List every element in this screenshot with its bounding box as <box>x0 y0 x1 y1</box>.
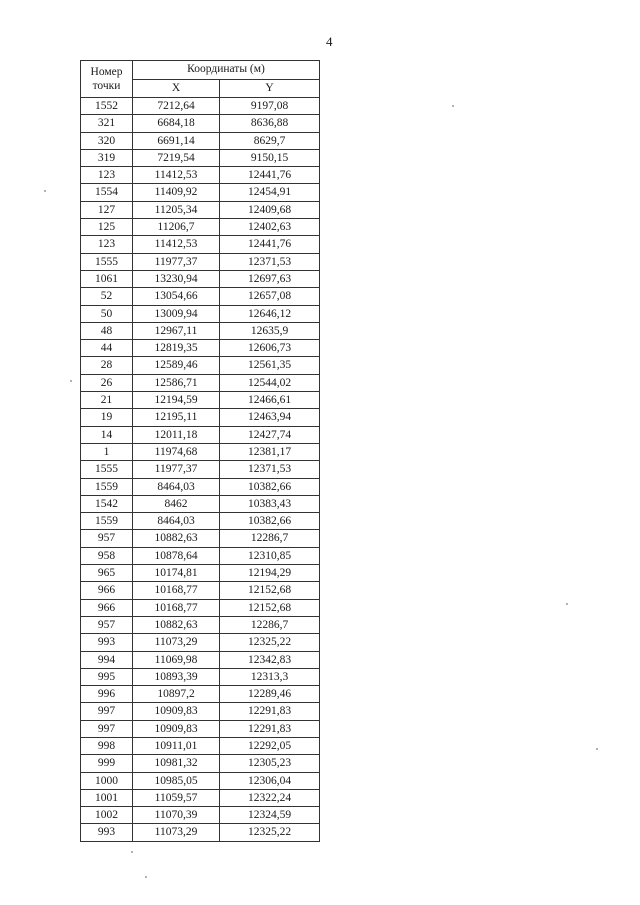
table-row <box>81 288 320 305</box>
x-cell: 13009,94 <box>133 305 220 322</box>
y-header: Y <box>220 79 320 98</box>
table-row <box>81 149 320 166</box>
point-number-cell: 993 <box>81 634 133 651</box>
y-cell: 10382,66 <box>220 478 320 495</box>
x-cell: 8464,03 <box>133 513 220 530</box>
table-row <box>81 807 320 824</box>
point-number-header: Номер точки <box>81 61 133 98</box>
y-cell: 8629,7 <box>220 132 320 149</box>
point-number-cell: 1002 <box>81 807 133 824</box>
point-number-cell: 1542 <box>81 495 133 512</box>
x-cell: 12195,11 <box>133 409 220 426</box>
table-row <box>81 755 320 772</box>
x-cell: 11069,98 <box>133 651 220 668</box>
y-cell: 12657,08 <box>220 288 320 305</box>
point-number-cell: 319 <box>81 149 133 166</box>
x-cell: 10909,83 <box>133 720 220 737</box>
y-cell: 12441,76 <box>220 167 320 184</box>
table-row <box>81 392 320 409</box>
point-number-cell: 1000 <box>81 772 133 789</box>
scan-speck <box>452 105 454 107</box>
point-number-cell: 26 <box>81 374 133 391</box>
table-row <box>81 513 320 530</box>
table-row <box>81 703 320 720</box>
x-cell: 12819,35 <box>133 340 220 357</box>
point-number-cell: 125 <box>81 219 133 236</box>
table-row <box>81 737 320 754</box>
point-number-cell: 995 <box>81 668 133 685</box>
y-cell: 12324,59 <box>220 807 320 824</box>
x-cell: 11412,53 <box>133 236 220 253</box>
scan-speck <box>44 190 46 192</box>
table-row <box>81 461 320 478</box>
point-number-cell: 52 <box>81 288 133 305</box>
point-number-cell: 999 <box>81 755 133 772</box>
y-cell: 12194,29 <box>220 565 320 582</box>
x-cell: 10882,63 <box>133 530 220 547</box>
y-cell: 12454,91 <box>220 184 320 201</box>
table-row <box>81 668 320 685</box>
table-row <box>81 322 320 339</box>
x-cell: 6691,14 <box>133 132 220 149</box>
table-row <box>81 789 320 806</box>
x-cell: 12194,59 <box>133 392 220 409</box>
y-cell: 10383,43 <box>220 495 320 512</box>
point-number-cell: 957 <box>81 616 133 633</box>
point-number-cell: 997 <box>81 703 133 720</box>
point-number-cell: 1555 <box>81 253 133 270</box>
table-row <box>81 270 320 287</box>
coordinates-header: Координаты (м) <box>133 61 320 80</box>
point-number-cell: 50 <box>81 305 133 322</box>
point-number-cell: 21 <box>81 392 133 409</box>
point-number-cell: 996 <box>81 686 133 703</box>
y-cell: 12402,63 <box>220 219 320 236</box>
y-cell: 12463,94 <box>220 409 320 426</box>
x-cell: 10893,39 <box>133 668 220 685</box>
point-number-cell: 1552 <box>81 98 133 115</box>
table-row <box>81 616 320 633</box>
table-row <box>81 426 320 443</box>
table-row <box>81 253 320 270</box>
x-cell: 11073,29 <box>133 634 220 651</box>
x-cell: 10174,81 <box>133 565 220 582</box>
point-number-cell: 123 <box>81 167 133 184</box>
x-header: X <box>133 79 220 98</box>
table-row <box>81 374 320 391</box>
scan-speck <box>145 876 147 878</box>
x-cell: 11059,57 <box>133 789 220 806</box>
table-row <box>81 340 320 357</box>
y-cell: 12697,63 <box>220 270 320 287</box>
point-number-cell: 127 <box>81 201 133 218</box>
scan-speck <box>596 748 598 750</box>
table-row <box>81 184 320 201</box>
x-cell: 11205,34 <box>133 201 220 218</box>
point-number-cell: 1061 <box>81 270 133 287</box>
y-cell: 12152,68 <box>220 582 320 599</box>
y-cell: 12313,3 <box>220 668 320 685</box>
x-cell: 8464,03 <box>133 478 220 495</box>
coordinates-table <box>80 60 320 842</box>
table-row <box>81 565 320 582</box>
x-cell: 11070,39 <box>133 807 220 824</box>
x-cell: 12589,46 <box>133 357 220 374</box>
point-number-cell: 957 <box>81 530 133 547</box>
table-row <box>81 409 320 426</box>
table-row <box>81 824 320 841</box>
table-row <box>81 132 320 149</box>
point-number-cell: 320 <box>81 132 133 149</box>
x-cell: 8462 <box>133 495 220 512</box>
y-cell: 12606,73 <box>220 340 320 357</box>
point-number-cell: 994 <box>81 651 133 668</box>
point-number-cell: 998 <box>81 737 133 754</box>
page-number: 4 <box>326 34 333 49</box>
x-cell: 10882,63 <box>133 616 220 633</box>
x-cell: 10911,01 <box>133 737 220 754</box>
y-cell: 12325,22 <box>220 824 320 841</box>
table-row <box>81 236 320 253</box>
table-row <box>81 495 320 512</box>
point-number-cell: 993 <box>81 824 133 841</box>
x-cell: 13054,66 <box>133 288 220 305</box>
x-cell: 10168,77 <box>133 582 220 599</box>
x-cell: 6684,18 <box>133 115 220 132</box>
point-number-cell: 123 <box>81 236 133 253</box>
y-cell: 12371,53 <box>220 461 320 478</box>
y-cell: 12289,46 <box>220 686 320 703</box>
table-row <box>81 772 320 789</box>
y-cell: 12409,68 <box>220 201 320 218</box>
table-row <box>81 686 320 703</box>
point-number-cell: 1559 <box>81 513 133 530</box>
point-number-cell: 48 <box>81 322 133 339</box>
y-cell: 9150,15 <box>220 149 320 166</box>
x-cell: 10897,2 <box>133 686 220 703</box>
point-number-cell: 965 <box>81 565 133 582</box>
y-cell: 12646,12 <box>220 305 320 322</box>
table-row <box>81 599 320 616</box>
table-row <box>81 443 320 460</box>
x-cell: 11206,7 <box>133 219 220 236</box>
y-cell: 12635,9 <box>220 322 320 339</box>
y-cell: 12305,23 <box>220 755 320 772</box>
y-cell: 9197,08 <box>220 98 320 115</box>
y-cell: 12286,7 <box>220 616 320 633</box>
table-header <box>81 61 320 98</box>
y-cell: 12310,85 <box>220 547 320 564</box>
table-row <box>81 634 320 651</box>
table-row <box>81 201 320 218</box>
x-cell: 13230,94 <box>133 270 220 287</box>
table-row <box>81 651 320 668</box>
table-row <box>81 167 320 184</box>
x-cell: 11412,53 <box>133 167 220 184</box>
point-number-cell: 966 <box>81 599 133 616</box>
table-row <box>81 582 320 599</box>
table-row <box>81 530 320 547</box>
y-cell: 12381,17 <box>220 443 320 460</box>
y-cell: 12371,53 <box>220 253 320 270</box>
table-body <box>81 98 320 842</box>
point-number-cell: 19 <box>81 409 133 426</box>
y-cell: 10382,66 <box>220 513 320 530</box>
x-cell: 12586,71 <box>133 374 220 391</box>
header-row-top <box>81 61 320 80</box>
x-cell: 7219,54 <box>133 149 220 166</box>
point-number-cell: 997 <box>81 720 133 737</box>
x-cell: 12011,18 <box>133 426 220 443</box>
point-number-cell: 958 <box>81 547 133 564</box>
table-row <box>81 98 320 115</box>
table-row <box>81 219 320 236</box>
y-cell: 8636,88 <box>220 115 320 132</box>
point-number-cell: 14 <box>81 426 133 443</box>
scan-speck <box>566 603 568 605</box>
point-number-cell: 321 <box>81 115 133 132</box>
y-cell: 12322,24 <box>220 789 320 806</box>
x-cell: 7212,64 <box>133 98 220 115</box>
y-cell: 12152,68 <box>220 599 320 616</box>
table-row <box>81 357 320 374</box>
table-row <box>81 115 320 132</box>
x-cell: 11974,68 <box>133 443 220 460</box>
point-number-cell: 28 <box>81 357 133 374</box>
x-cell: 10985,05 <box>133 772 220 789</box>
point-number-cell: 966 <box>81 582 133 599</box>
table-row <box>81 720 320 737</box>
x-cell: 11977,37 <box>133 461 220 478</box>
scan-speck <box>70 380 72 382</box>
y-cell: 12342,83 <box>220 651 320 668</box>
x-cell: 10981,32 <box>133 755 220 772</box>
point-number-cell: 44 <box>81 340 133 357</box>
scan-speck <box>131 851 133 853</box>
y-cell: 12466,61 <box>220 392 320 409</box>
x-cell: 11073,29 <box>133 824 220 841</box>
y-cell: 12291,83 <box>220 720 320 737</box>
table-row <box>81 478 320 495</box>
point-number-cell: 1559 <box>81 478 133 495</box>
y-cell: 12286,7 <box>220 530 320 547</box>
y-cell: 12427,74 <box>220 426 320 443</box>
x-cell: 11977,37 <box>133 253 220 270</box>
x-cell: 12967,11 <box>133 322 220 339</box>
x-cell: 11409,92 <box>133 184 220 201</box>
point-number-cell: 1 <box>81 443 133 460</box>
x-cell: 10168,77 <box>133 599 220 616</box>
y-cell: 12441,76 <box>220 236 320 253</box>
x-cell: 10878,64 <box>133 547 220 564</box>
y-cell: 12325,22 <box>220 634 320 651</box>
table-row <box>81 547 320 564</box>
y-cell: 12292,05 <box>220 737 320 754</box>
point-number-cell: 1554 <box>81 184 133 201</box>
point-number-cell: 1001 <box>81 789 133 806</box>
x-cell: 10909,83 <box>133 703 220 720</box>
table-row <box>81 305 320 322</box>
y-cell: 12291,83 <box>220 703 320 720</box>
point-number-cell: 1555 <box>81 461 133 478</box>
y-cell: 12306,04 <box>220 772 320 789</box>
y-cell: 12544,02 <box>220 374 320 391</box>
y-cell: 12561,35 <box>220 357 320 374</box>
